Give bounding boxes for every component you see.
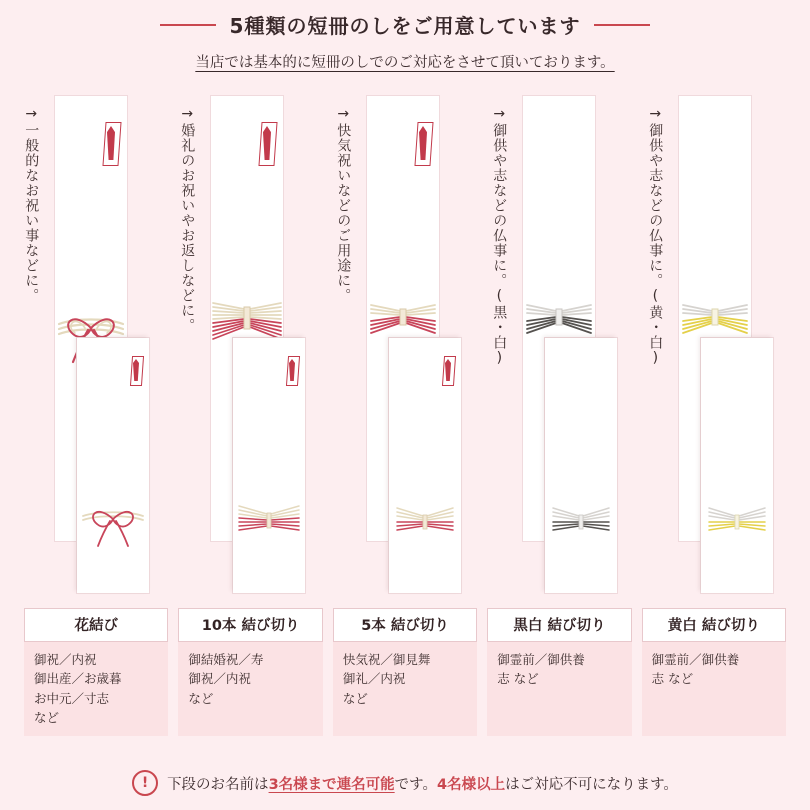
card-line: お中元／寸志	[34, 690, 110, 706]
card-musubikiri5	[333, 608, 477, 736]
card-body	[333, 642, 477, 708]
card-title: 10本 結び切り	[178, 608, 322, 642]
card-hanamusubi	[24, 608, 168, 736]
mizuhiki-musubikiri-5-icon	[367, 281, 439, 341]
card-title: 黒白 結び切り	[487, 608, 631, 642]
page-title: 5種類の短冊のしをご用意しています	[229, 14, 581, 38]
noshi-ornament-icon	[260, 122, 274, 164]
noshi-ornament-icon	[443, 356, 453, 384]
card-line: 志 など	[651, 671, 694, 687]
card-musubikiri10	[178, 608, 322, 736]
footer-highlight-2: 4名様以上	[437, 776, 506, 793]
mizuhiki-musubikiri-kuroshiro-icon	[523, 281, 595, 341]
mizuhiki-musubikiri-kishiro-icon	[701, 488, 773, 548]
footer-note-text	[167, 773, 678, 794]
noshi-paper-small	[77, 338, 149, 593]
mizuhiki-musubikiri-kishiro-icon	[679, 281, 751, 341]
card-line: 御霊前／御供養	[497, 652, 585, 667]
card-body	[178, 642, 322, 708]
mizuhiki-musubikiri-kuroshiro-icon	[545, 488, 617, 548]
card-title: 5本 結び切り	[333, 608, 477, 642]
column-caption: →御供や志などの仏事に。(黒・白)	[491, 106, 508, 367]
card-kishiro	[642, 608, 786, 736]
mizuhiki-musubikiri-10-icon	[233, 488, 305, 548]
noshi-columns	[0, 88, 810, 598]
card-line: 快気祝／御見舞	[342, 652, 431, 667]
noshi-column-hanamusubi	[15, 88, 171, 598]
card-title: 花結び	[24, 608, 168, 642]
footer-highlight-1: 3名様まで連名可能	[268, 776, 395, 793]
noshi-ornament-icon	[104, 122, 118, 164]
title-rule-left	[160, 24, 216, 26]
footer-text-3: はご対応不可になります。	[505, 776, 678, 793]
noshi-column-musubikiri5	[327, 88, 483, 598]
card-kuroshiro	[487, 608, 631, 736]
title-row	[0, 10, 810, 39]
noshi-paper-small	[389, 338, 461, 593]
card-line: 御祝／内祝	[34, 652, 97, 667]
card-line: など	[188, 690, 214, 706]
noshi-paper-small	[545, 338, 617, 593]
footer-note	[0, 770, 810, 796]
card-line: 御礼／内祝	[342, 671, 406, 687]
card-line: 御祝／内祝	[188, 671, 251, 687]
card-body	[487, 642, 631, 689]
noshi-ornament-icon	[287, 356, 297, 384]
column-caption: →御供や志などの仏事に。(黄・白)	[647, 106, 664, 367]
column-caption: →快気祝いなどのご用途に。	[335, 106, 352, 303]
noshi-paper-small	[701, 338, 773, 593]
card-body	[642, 642, 786, 689]
column-caption: →一般的なお祝い事などに。	[23, 106, 40, 303]
noshi-column-musubikiri10	[171, 88, 327, 598]
header	[0, 0, 810, 72]
card-line: 志 など	[497, 671, 539, 687]
card-line: など	[342, 690, 368, 706]
column-caption: →婚礼のお祝いやお返しなどに。	[179, 106, 196, 333]
noshi-type-cards	[24, 608, 786, 736]
card-line: 御結婚祝／寿	[188, 652, 264, 667]
card-body	[24, 642, 168, 728]
card-line: など	[34, 710, 60, 726]
noshi-paper-small	[233, 338, 305, 593]
mizuhiki-hanamusubi-icon	[77, 486, 149, 556]
page-subtitle: 当店では基本的に短冊のしでのご対応をさせて頂いております。	[195, 55, 615, 71]
card-line: 御霊前／御供養	[651, 652, 740, 667]
noshi-column-kuroshiro	[483, 88, 639, 598]
card-title: 黄白 結び切り	[642, 608, 786, 642]
footer-text-2: です。	[394, 776, 437, 793]
mizuhiki-musubikiri-10-icon	[211, 281, 283, 341]
noshi-ornament-icon	[416, 122, 430, 164]
mizuhiki-musubikiri-5-icon	[389, 488, 461, 548]
title-rule-right	[594, 24, 650, 26]
noshi-column-kishiro	[639, 88, 795, 598]
card-line: 御出産／お歳暮	[34, 671, 122, 687]
exclamation-icon: !	[132, 770, 158, 796]
noshi-ornament-icon	[131, 356, 141, 384]
footer-text-1: 下段のお名前は	[167, 776, 269, 793]
